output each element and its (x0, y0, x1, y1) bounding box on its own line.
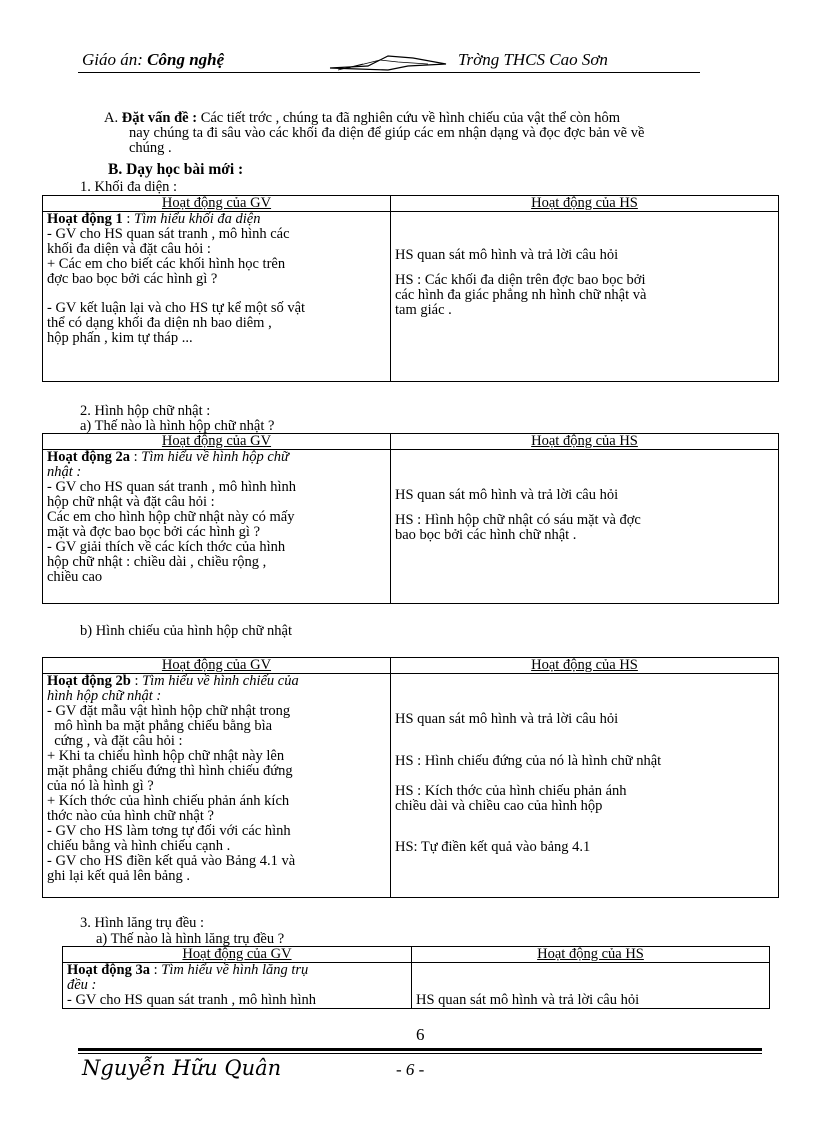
section-a-title: Đặt vấn đề : (121, 110, 198, 126)
hs-cell: HS quan sát mô hình và trả lời câu hỏi HS : Các khối đa diện trên đợc bao bọc bởi các hình đa giác phẳng nh hình chữ nhật và tam giác . (391, 212, 779, 382)
header-subject (82, 50, 224, 70)
subsection-3: 3. Hình lăng trụ đều : (80, 915, 205, 931)
section-a-line3: chúng . (129, 140, 172, 156)
subsection-2b: b) Hình chiếu của hình hộp chữ nhật (80, 623, 293, 639)
col-header-gv: Hoạt động của GV (43, 196, 391, 212)
gv-cell: Hoạt động 2b : Tìm hiểu về hình chiếu của hình hộp chữ nhật : - GV đặt mẫu vật hình hộp chữ nhật trong mô hình ba mặt phẳng chiếu bằng bìa cứng , và đặt câu hỏi : + Khi ta chiếu hình hộp chữ nhật này lên mặt phẳng chiếu đứng thì hình chiếu đứng của nó là hình gì ? + Kích thớc của hình chiếu phản ánh kích thớc nào của hình chữ nhật ? - GV cho HS làm tơng tự đối với các hình chiếu bằng và hình chiếu cạnh . - GV cho HS điền kết quả vào Bảng 4.1 và ghi lại kết quả lên bảng . (43, 674, 391, 898)
footer-rule-thick (78, 1048, 762, 1051)
subsection-2a: a) Thế nào là hình hộp chữ nhật ? (80, 418, 275, 434)
header-subject-name: Công nghệ (147, 50, 225, 69)
subsection-3a: a) Thế nào là hình lăng trụ đều ? (96, 931, 285, 947)
hs-cell: HS quan sát mô hình và trả lời câu hỏi HS : Hình chiếu đứng của nó là hình chữ nhật HS : Kích thớc của hình chiếu phản ánh chiều dài và chiều cao của hình hộp HS: Tự điền kết quả vào bảng 4.1 (391, 674, 779, 898)
hs-cell: HS quan sát mô hình và trả lời câu hỏi HS : Hình hộp chữ nhật có sáu mặt và đợc bao bọc bởi các hình chữ nhật . (391, 450, 779, 604)
footer-rule-thin (78, 1053, 762, 1054)
section-a (104, 111, 804, 156)
col-header-hs: Hoạt động của HS (391, 658, 779, 674)
section-b-heading: B. Dạy học bài mới : (108, 161, 244, 178)
table-activity-3a (62, 946, 770, 1009)
table-activity-2a (42, 433, 779, 604)
header-school: Trờng THCS Cao Sơn (458, 50, 608, 69)
col-header-gv: Hoạt động của GV (63, 947, 412, 963)
gv-cell: Hoạt động 3a : Tìm hiểu về hình lăng trụ đều : - GV cho HS quan sát tranh , mô hình hình (63, 963, 412, 1009)
col-header-hs: Hoạt động của HS (391, 196, 779, 212)
header-rule (78, 72, 700, 73)
hs-cell: HS quan sát mô hình và trả lời câu hỏi (412, 963, 770, 1009)
page-number: 6 (416, 1025, 425, 1044)
table-activity-2b (42, 657, 779, 898)
decorative-pen-logo (328, 52, 448, 72)
col-header-gv: Hoạt động của GV (43, 434, 391, 450)
header-subject-label: Giáo án: (82, 50, 143, 69)
section-a-line1: A. Đặt vấn đề : Các tiết trớc , chúng ta đã nghiên cứu về hình chiếu của vật thể còn hôm (104, 110, 621, 126)
gv-cell: Hoạt động 2a : Tìm hiểu về hình hộp chữ nhật : - GV cho HS quan sát tranh , mô hình hình hộp chữ nhật và đặt câu hỏi : Các em cho hình hộp chữ nhật này có mấy mặt và đợc bao bọc bởi các hình gì ? - GV giải thích về các kích thớc của hình hộp chữ nhật : chiều dài , chiều rộng , chiều cao (43, 450, 391, 604)
gv-cell: Hoạt động 1 : Tìm hiểu khối đa diện - GV cho HS quan sát tranh , mô hình các khối đa diện và đặt câu hỏi : + Các em cho biết các khối hình học trên đợc bao bọc bởi các hình gì ? - GV kết luận lại và cho HS tự kể một số vật thể có dạng khối đa diện nh bao diêm , hộp phấn , kim tự tháp ... (43, 212, 391, 382)
table-activity-1 (42, 195, 779, 382)
subsection-2: 2. Hình hộp chữ nhật : (80, 403, 211, 419)
section-a-line2: nay chúng ta đi sâu vào các khối đa diện để giúp các em nhận dạng và đọc đợc bản vẽ về (129, 125, 645, 141)
subsection-1: 1. Khối đa diện : (80, 179, 178, 195)
col-header-hs: Hoạt động của HS (391, 434, 779, 450)
footer-author: Nguyễn Hữu Quân (82, 1056, 282, 1080)
col-header-gv: Hoạt động của GV (43, 658, 391, 674)
footer-page: - 6 - (396, 1060, 425, 1079)
col-header-hs: Hoạt động của HS (412, 947, 770, 963)
